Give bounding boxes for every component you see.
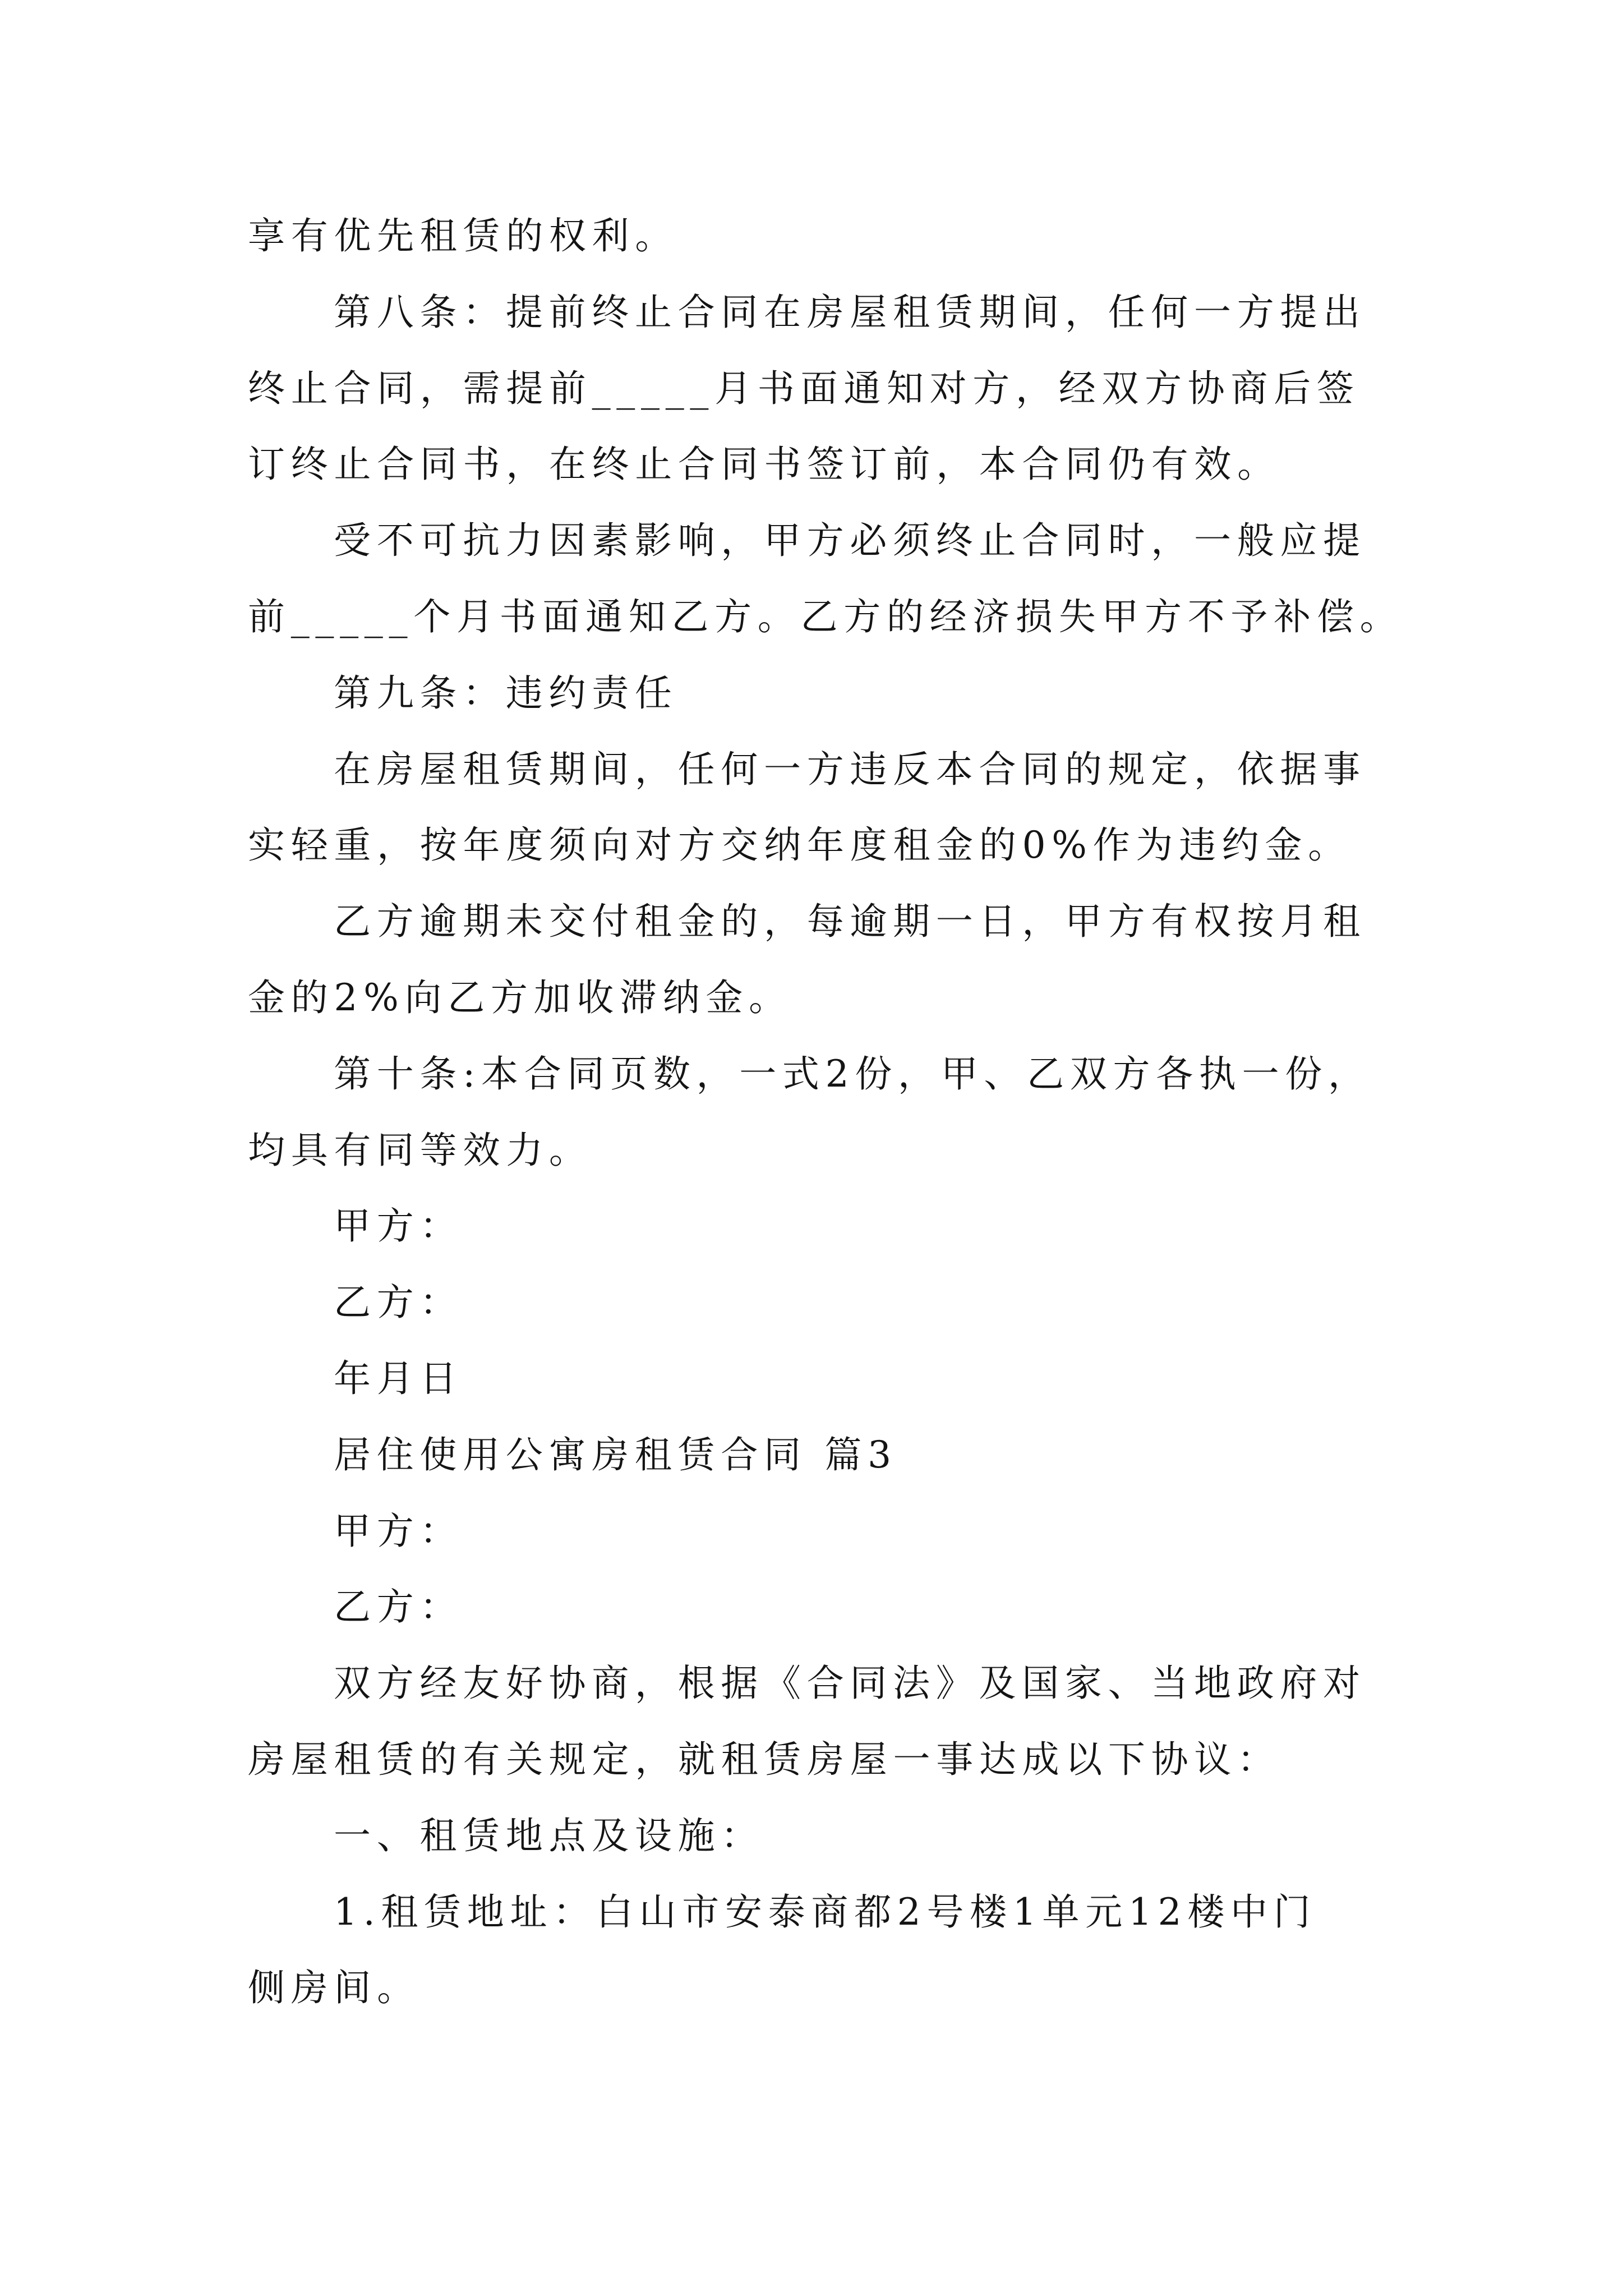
paragraph-start-line: 受不可抗力因素影响，甲方必须终止合同时，一般应提 (334, 519, 1366, 563)
text-line: 均具有同等效力。 (248, 1128, 592, 1172)
text-line: 房屋租赁的有关规定，就租赁房屋一事达成以下协议： (248, 1737, 1280, 1781)
party-b-label: 乙方： (334, 1585, 463, 1629)
party-a-signature-label: 甲方： (334, 1204, 463, 1248)
section-title: 居住使用公寓房租赁合同 篇3 (334, 1433, 897, 1476)
party-b-signature-label: 乙方： (334, 1281, 463, 1324)
text-line: 前_____个月书面通知乙方。乙方的经济损失甲方不予补偿。 (248, 595, 1403, 638)
article-9-heading: 第九条：违约责任 (334, 671, 678, 715)
text-line: 金的2%向乙方加收滞纳金。 (248, 976, 792, 1019)
date-label: 年月日 (334, 1356, 463, 1400)
text-line: 实轻重，按年度须向对方交纳年度租金的0%作为违约金。 (248, 823, 1351, 867)
text-line: 订终止合同书，在终止合同书签订前，本合同仍有效。 (248, 443, 1280, 486)
paragraph-start-line: 在房屋租赁期间，任何一方违反本合同的规定，依据事 (334, 747, 1366, 791)
paragraph-start-line: 乙方逾期未交付租金的，每逾期一日，甲方有权按月租 (334, 900, 1366, 944)
article-8-heading-line: 第八条：提前终止合同在房屋租赁期间，任何一方提出 (334, 290, 1366, 334)
party-a-label: 甲方： (334, 1509, 463, 1553)
document-body (248, 198, 1482, 2026)
list-item-line: 1.租赁地址：白山市安泰商都2号楼1单元12楼中门 (334, 1890, 1317, 1934)
text-line: 终止合同，需提前_____月书面通知对方，经双方协商后签 (248, 366, 1360, 410)
article-10-heading-line: 第十条:本合同页数，一式2份，甲、乙双方各执一份， (334, 1052, 1371, 1096)
clause-heading: 一、租赁地点及设施： (334, 1814, 764, 1857)
text-line: 享有优先租赁的权利。 (248, 214, 678, 257)
text-line: 侧房间。 (248, 1966, 420, 2010)
paragraph-start-line: 双方经友好协商，根据《合同法》及国家、当地政府对 (334, 1662, 1366, 1705)
